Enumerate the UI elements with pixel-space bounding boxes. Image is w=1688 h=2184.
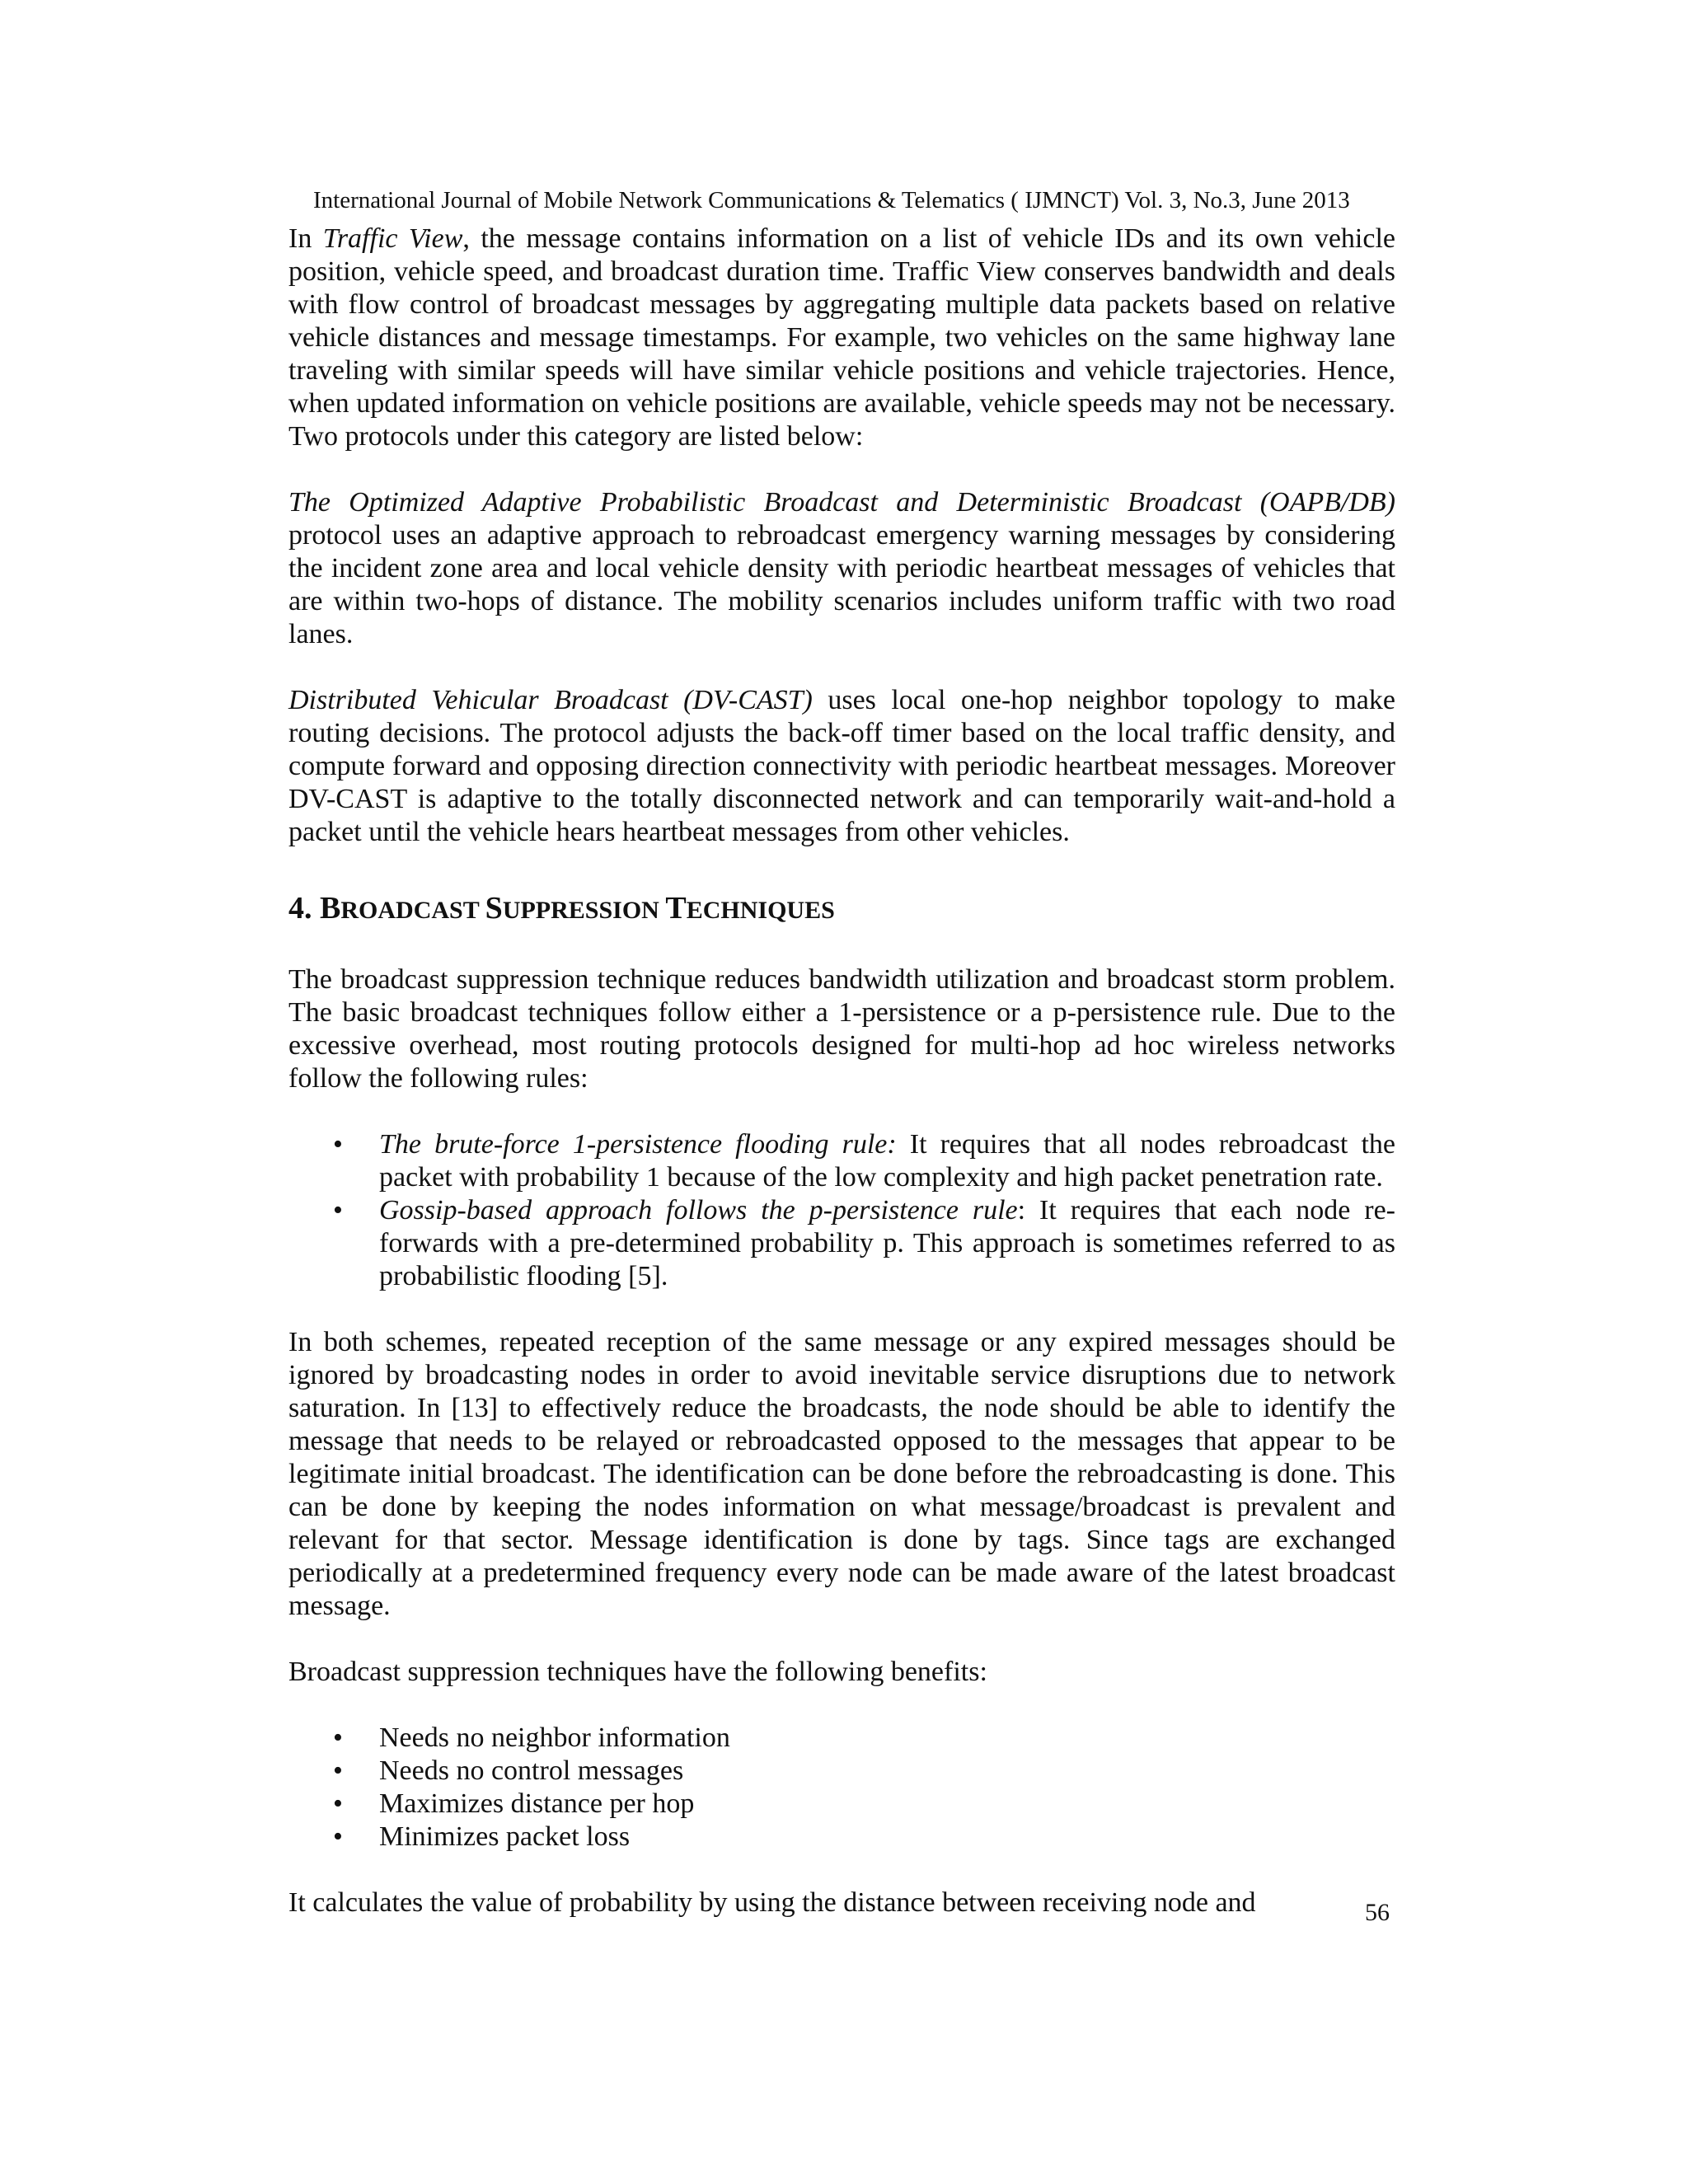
benefit-text: Minimizes packet loss [379, 1821, 631, 1852]
benefit-text: Maximizes distance per hop [379, 1788, 695, 1819]
list-item [288, 1755, 1395, 1788]
section-number: 4. [288, 891, 320, 926]
benefits-list [288, 1722, 1395, 1854]
term-dvcast: Distributed Vehicular Broadcast (DV-CAST) [288, 685, 813, 715]
benefit-text: Needs no control messages [379, 1755, 684, 1786]
bullet-icon: • [333, 1788, 343, 1819]
paragraph-both-schemes: In both schemes, repeated reception of the same message or any expired messages should be ignored by broadcasting nodes in order to avoid inevitable service disruptions due to network saturation. In [13] to effectively reduce the broadcasts, the node should be able to identify the message that needs to be relayed or rebroadcasted opposed to the messages that appear to be legitimate initial broadcast. The identification can be done before the rebroadcasting is done. This can be done by keeping the nodes information on what message/broadcast is prevalent and relevant for that sector. Message identification is done by tags. Since tags are exchanged periodically at a predetermined frequency every node can be made aware of the latest broadcast message. [288, 1327, 1395, 1621]
heading-cap: S [485, 891, 503, 926]
heading-word [665, 891, 834, 926]
rules-list [288, 1128, 1395, 1293]
bullet-icon: • [333, 1755, 343, 1786]
list-item [288, 1821, 1395, 1854]
paragraph-text: , the message contains information on a list of vehicle IDs and its own vehicle position, vehicle speed, and broadcast duration time. Traffic View conserves bandwidth and deals with flow control of broadcast messages by aggregating multiple data packets based on relative vehicle distances and message timestamps. For example, two vehicles on the same highway lane traveling with similar speeds will have similar vehicle positions and vehicle trajectories. Hence, when updated information on vehicle positions are available, vehicle speeds may not be necessary. Two protocols under this category are listed below: [288, 223, 1395, 452]
heading-rest: UPPRESSION [502, 897, 666, 924]
list-item [288, 1194, 1395, 1293]
paragraph-benefits-intro: Broadcast suppression techniques have the following benefits: [288, 1657, 987, 1687]
list-item [288, 1128, 1395, 1194]
page-number: 56 [1365, 1899, 1390, 1926]
paragraph-text: uses local one-hop neighbor topology to make routing decisions. The protocol adjusts the back-off timer based on the local traffic density, and compute forward and opposing direction connectivity with periodic heartbeat messages. Moreover DV-CAST is adaptive to the totally disconnected network and can temporarily wait-and-hold a packet until the vehicle hears heartbeat messages from other vehicles. [288, 685, 1395, 847]
heading-rest: ROADCAST [340, 897, 485, 924]
heading-cap: T [665, 891, 687, 926]
term-traffic-view: Traffic View [322, 223, 463, 254]
rule-text: It requires that all nodes rebroadcast the packet with probability 1 because of the low complexity and high packet penetration rate. [379, 1129, 1395, 1193]
heading-word [320, 891, 485, 926]
paragraph-oapb [288, 486, 1395, 651]
paragraph-suppression-intro: The broadcast suppression technique reduces bandwidth utilization and broadcast storm problem. The basic broadcast techniques follow either a 1-persistence or a p-persistence rule. Due to the excessive overhead, most routing protocols designed for multi-hop ad hoc wireless networks follow the following rules: [288, 964, 1395, 1094]
bullet-icon: • [333, 1129, 343, 1160]
heading-cap: B [320, 891, 341, 926]
list-item [288, 1722, 1395, 1755]
paragraph-lead: In [288, 223, 323, 254]
page-content [288, 223, 1395, 1919]
rule-name: Gossip-based approach follows the p-persistence rule [379, 1195, 1018, 1226]
paragraph-calculation: It calculates the value of probability by using the distance between receiving node and [288, 1887, 1256, 1918]
heading-word [485, 891, 666, 926]
rule-name: The brute-force 1-persistence flooding rule: [379, 1129, 897, 1160]
bullet-icon: • [333, 1821, 343, 1852]
benefit-text: Needs no neighbor information [379, 1722, 730, 1753]
section-heading [288, 888, 1395, 930]
rule-text: : It requires that each node re-forwards with a pre-determined probability p. This approach is sometimes referred to as probabilistic flooding [5]. [379, 1195, 1395, 1291]
running-header: International Journal of Mobile Network Communications & Telematics ( IJMNCT) Vol. 3, No.3, June 2013 [313, 187, 1350, 213]
bullet-icon: • [333, 1722, 343, 1753]
bullet-icon: • [333, 1195, 343, 1226]
list-item [288, 1788, 1395, 1821]
paragraph-dvcast [288, 684, 1395, 849]
term-oapb: The Optimized Adaptive Probabilistic Broadcast and Deterministic Broadcast (OAPB/DB) [288, 487, 1395, 518]
heading-rest: ECHNIQUES [686, 897, 835, 924]
paragraph-traffic-view [288, 223, 1395, 453]
paragraph-text: protocol uses an adaptive approach to rebroadcast emergency warning messages by considering the incident zone area and local vehicle density with periodic heartbeat messages of vehicles that are within two-hops of distance. The mobility scenarios includes uniform traffic with two road lanes. [288, 520, 1395, 649]
